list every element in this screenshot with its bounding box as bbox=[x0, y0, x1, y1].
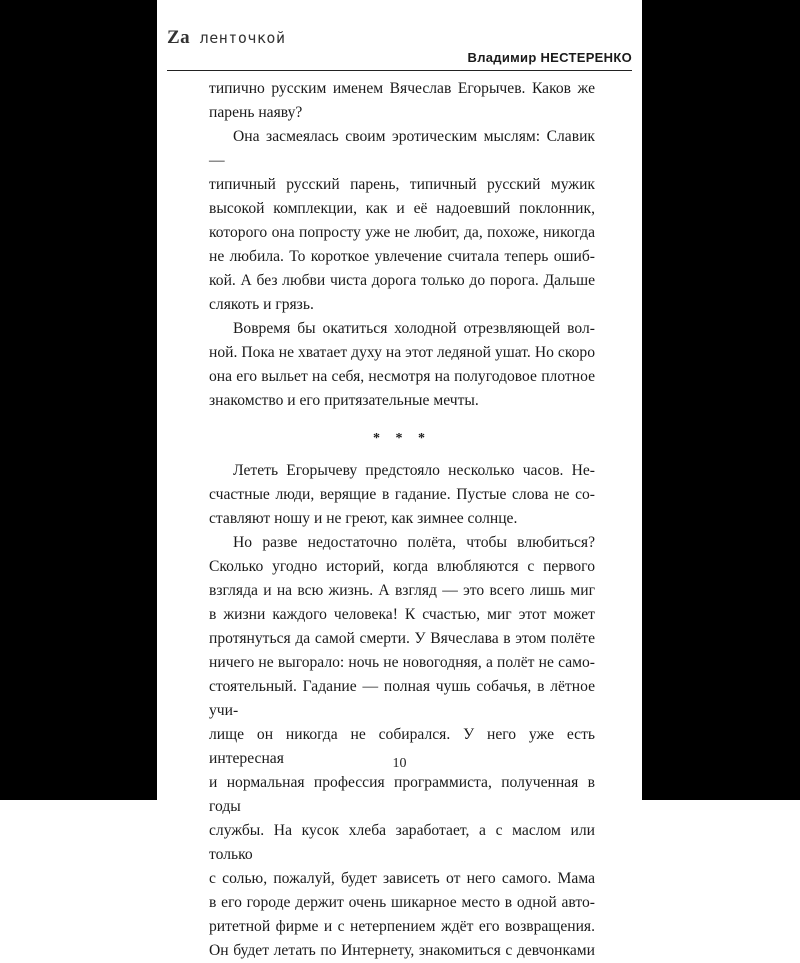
text-line: не любила. То короткое увлечение считала теперь ошиб- bbox=[209, 248, 595, 265]
text-line: слякоть и грязь. bbox=[209, 296, 314, 313]
text-line: в жизни каждого человека! К счастью, миг этот может bbox=[209, 606, 595, 623]
running-title-rest: ленточкой bbox=[190, 29, 286, 47]
text-line: в его городе держит очень шикарное место в одной авто- bbox=[209, 894, 595, 911]
text-line: протянуться да самой смерти. У Вячеслава в этом полёте bbox=[209, 630, 595, 647]
text-line: взгляда и на всю жизнь. А взгляд — это всего лишь миг bbox=[209, 582, 595, 599]
text-line: парень наяву? bbox=[209, 104, 303, 121]
book-page bbox=[157, 0, 642, 959]
text-line: высокой комплекции, как и её надоевший поклонник, bbox=[209, 200, 595, 217]
running-title bbox=[167, 27, 286, 49]
text-line: с солью, пожалуй, будет зависеть от него самого. Мама bbox=[209, 870, 595, 887]
paragraphs-before-break bbox=[209, 77, 595, 413]
text-line: ничего не выгорало: ночь не новогодняя, а полёт не само- bbox=[209, 654, 595, 671]
text-line: знакомство и его притязательные мечты. bbox=[209, 392, 479, 409]
text-line: счастные люди, верящие в гадание. Пустые слова не со- bbox=[209, 486, 595, 503]
header-rule bbox=[167, 70, 632, 71]
section-separator: * * * bbox=[373, 431, 431, 446]
text-line: кой. А без любви чиста дорога только до порога. Дальше bbox=[209, 272, 595, 289]
text-line: ной. Пока не хватает духу на этот ледяной ушат. Но скоро bbox=[209, 344, 595, 361]
text-line: ставляют ношу и не греют, как зимнее солнце. bbox=[209, 510, 518, 527]
text-line: Сколько угодно историй, когда влюбляются с первого bbox=[209, 558, 595, 575]
text-line: Вовремя бы окатиться холодной отрезвляющей вол- bbox=[233, 320, 595, 337]
text-line: типично русским именем Вячеслав Егорычев. Каков же bbox=[209, 80, 595, 97]
text-line: лище он никогда не собирался. У него уже есть интересная bbox=[209, 726, 595, 767]
text-line: службы. На кусок хлеба заработает, а с маслом или только bbox=[209, 822, 595, 863]
body-text bbox=[209, 77, 595, 963]
text-line: стоятельный. Гадание — полная чушь собачья, в лётное учи- bbox=[209, 678, 595, 719]
text-line: Лететь Егорычеву предстояло несколько часов. Не- bbox=[233, 462, 595, 479]
left-page-margin bbox=[0, 0, 157, 800]
paragraphs-after-break bbox=[209, 459, 595, 963]
page-number: 10 bbox=[392, 756, 407, 771]
text-line: Она засмеялась своим эротическим мыслям: Славик — bbox=[209, 128, 595, 169]
text-line: Он будет летать по Интернету, знакомиться с девчонками bbox=[209, 942, 595, 959]
text-line: которого она попросту уже не любит, да, похоже, никогда bbox=[209, 224, 595, 241]
text-line: типичный русский парень, типичный русский мужик bbox=[209, 176, 595, 193]
text-line: Но разве недостаточно полёта, чтобы влюбиться? bbox=[233, 534, 595, 551]
text-line: она его выльет на себя, несмотря на полугодовое плотное bbox=[209, 368, 595, 385]
text-line: ритетной фирме и с нетерпением ждёт его возвращения. bbox=[209, 918, 595, 935]
right-page-margin bbox=[642, 0, 800, 800]
author-name: Владимир НЕСТЕРЕНКО bbox=[467, 50, 632, 65]
text-line: и нормальная профессия программиста, полученная в годы bbox=[209, 774, 595, 815]
running-title-initial: Za bbox=[167, 27, 191, 48]
